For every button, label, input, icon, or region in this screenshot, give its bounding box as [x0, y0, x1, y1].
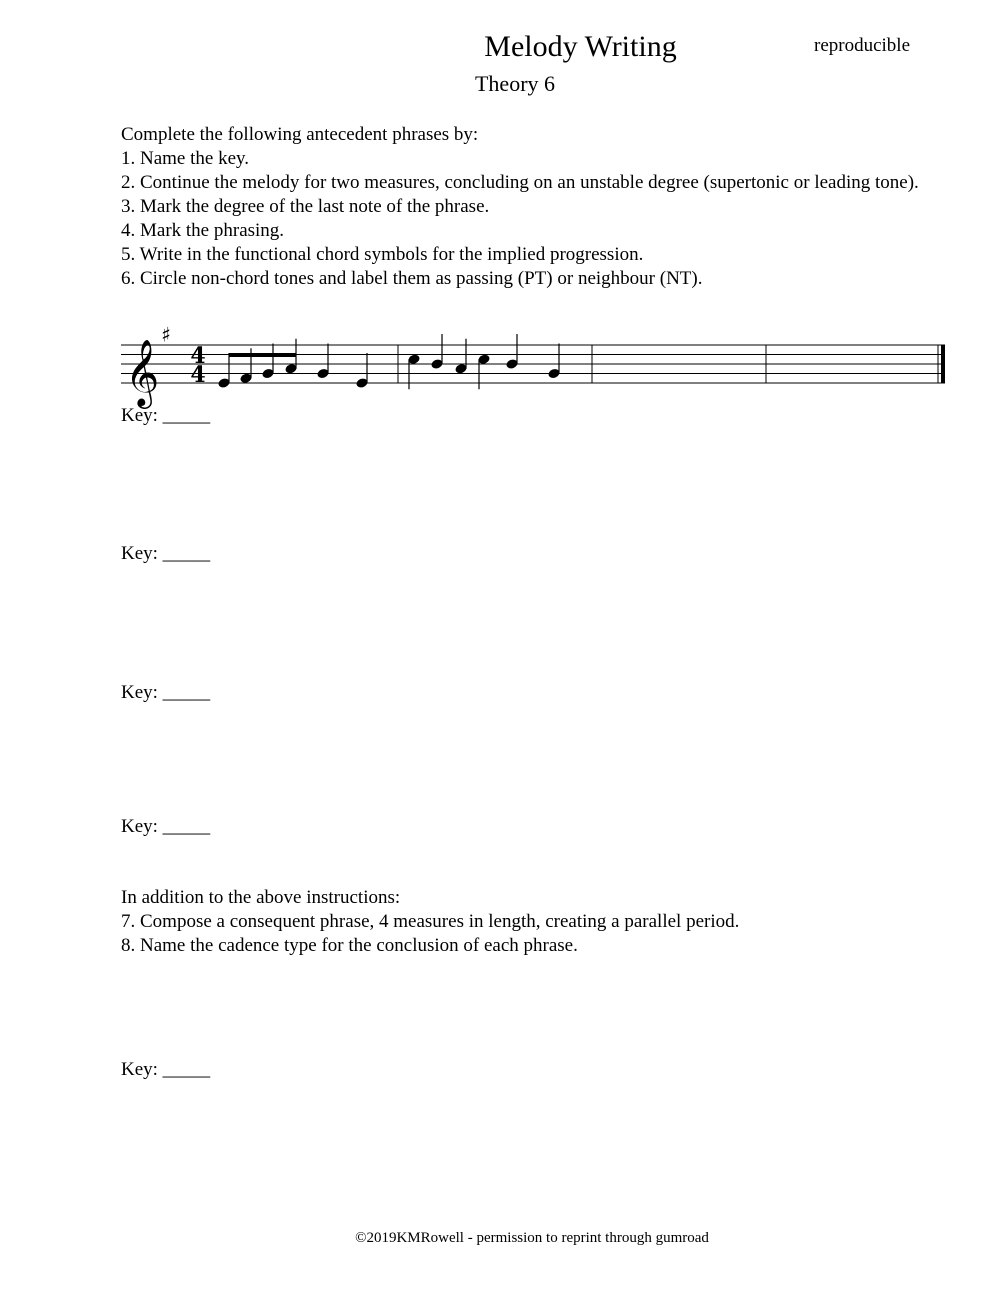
copyright-footer: ©2019KMRowell - permission to reprint through gumroad [355, 1230, 709, 1246]
instruction-item: 5. Write in the functional chord symbols for the implied progression. [121, 244, 644, 265]
instruction-item: 7. Compose a consequent phrase, 4 measures in length, creating a parallel period. [121, 911, 740, 932]
page-title: Melody Writing [484, 30, 677, 63]
time-signature-top: 4 [190, 343, 206, 369]
key-label-3[interactable]: Key: _____ [121, 682, 211, 703]
page-subtitle: Theory 6 [474, 71, 556, 96]
time-signature-bottom: 4 [190, 362, 206, 388]
instruction-item: 1. Name the key. [121, 148, 250, 169]
sharp-icon: ♯ [161, 322, 171, 347]
instruction-item: 8. Name the cadence type for the conclusion of each phrase. [121, 935, 578, 956]
key-label-2[interactable]: Key: _____ [121, 543, 211, 564]
instruction-item: 6. Circle non-chord tones and label them as passing (PT) or neighbour (NT). [121, 268, 703, 289]
instruction-item: 2. Continue the melody for two measures, concluding on an unstable degree (supertonic or leading tone). [121, 172, 919, 193]
additional-intro: In addition to the above instructions: [121, 887, 401, 908]
key-label-5[interactable]: Key: _____ [121, 1059, 211, 1080]
reproducible-tag: reproducible [814, 35, 911, 56]
key-label-1[interactable]: Key: _____ [121, 405, 211, 426]
key-label-4[interactable]: Key: _____ [121, 816, 211, 837]
instructions-intro: Complete the following antecedent phrases by: [121, 124, 479, 145]
instruction-item: 3. Mark the degree of the last note of the phrase. [121, 196, 490, 217]
instruction-item: 4. Mark the phrasing. [121, 220, 285, 241]
treble-clef-icon: 𝄞 [125, 338, 160, 406]
